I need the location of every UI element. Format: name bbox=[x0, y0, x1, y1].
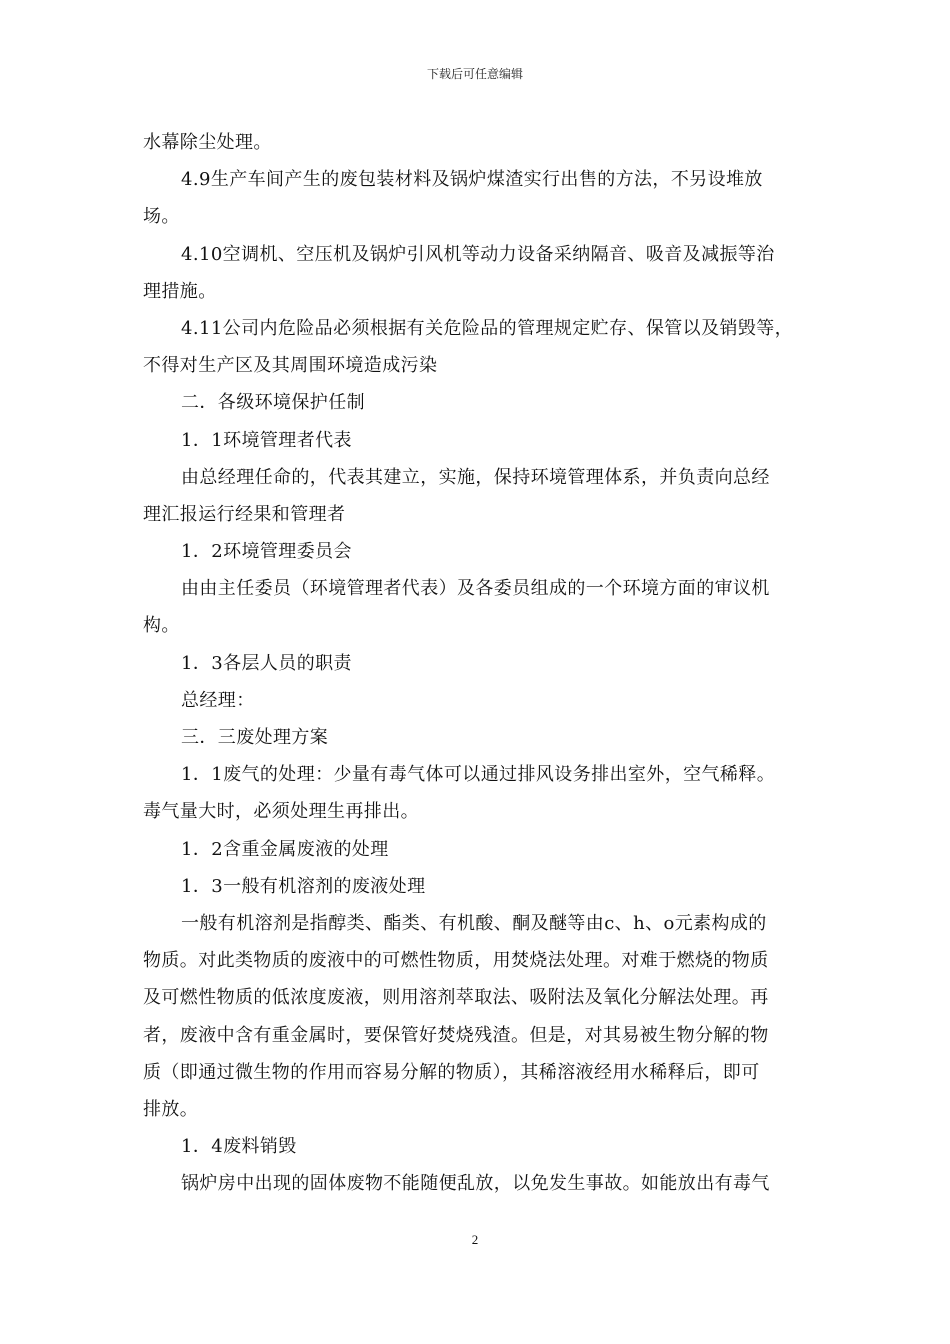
text-line: 不得对生产区及其周围环境造成污染 bbox=[143, 355, 438, 377]
text-line: 一般有机溶剂是指醇类、酯类、有机酸、酮及醚等由c、h、o元素构成的 bbox=[181, 912, 767, 934]
text-line: 二．各级环境保护任制 bbox=[181, 392, 365, 414]
text-line: 由总经理任命的，代表其建立，实施，保持环境管理体系，并负责向总经 bbox=[181, 466, 770, 488]
text-line: 1．3一般有机溶剂的废液处理 bbox=[181, 875, 426, 897]
text-line: 理汇报运行经果和管理者 bbox=[143, 503, 346, 525]
text-line: 物质。对此类物质的废液中的可燃性物质，用焚烧法处理。对难于燃烧的物质 bbox=[143, 950, 769, 972]
page-number: 2 bbox=[471, 1232, 479, 1247]
text-line: 4.10空调机、空压机及锅炉引风机等动力设备采纳隔音、吸音及减振等治 bbox=[181, 243, 775, 265]
text-line: 1．2环境管理委员会 bbox=[181, 541, 352, 563]
text-line: 由由主任委员（环境管理者代表）及各委员组成的一个环境方面的审议机 bbox=[181, 578, 770, 600]
text-line: 三．三废处理方案 bbox=[181, 727, 329, 748]
text-line: 排放。 bbox=[143, 1098, 199, 1120]
text-line: 理措施。 bbox=[143, 280, 217, 302]
text-line: 总经理： bbox=[181, 689, 255, 711]
text-line: 4.11公司内危险品必须根据有关危险品的管理规定贮存、保管以及销毁等， bbox=[181, 317, 794, 339]
text-line: 场。 bbox=[143, 206, 180, 228]
text-line: 1．4废料销毁 bbox=[181, 1136, 297, 1158]
text-line: 1．3各层人员的职责 bbox=[181, 652, 352, 674]
text-line: 水幕除尘处理。 bbox=[143, 132, 272, 153]
text-line: 质（即通过微生物的作用而容易分解的物质），其稀溶液经用水稀释后，即可 bbox=[143, 1061, 760, 1083]
text-line: 锅炉房中出现的固体废物不能随便乱放，以免发生事故。如能放出有毒气 bbox=[181, 1173, 770, 1195]
page-header: 下载后可任意编辑 bbox=[426, 67, 523, 81]
text-line: 1．1环境管理者代表 bbox=[181, 429, 352, 451]
document-body bbox=[143, 124, 811, 1202]
text-line: 毒气量大时，必须处理生再排出。 bbox=[143, 801, 419, 823]
text-line: 4.9生产车间产生的废包装材料及锅炉煤渣实行出售的方法，不另设堆放 bbox=[181, 169, 763, 191]
text-line: 者，废液中含有重金属时，要保管好焚烧残渣。但是，对其易被生物分解的物 bbox=[143, 1024, 769, 1046]
text-line: 构。 bbox=[143, 615, 180, 637]
text-line: 及可燃性物质的低浓度废液，则用溶剂萃取法、吸附法及氧化分解法处理。再 bbox=[143, 987, 769, 1009]
text-line: 1．2含重金属废液的处理 bbox=[181, 838, 389, 860]
text-line: 1．1废气的处理：少量有毒气体可以通过排风设务排出室外，空气稀释。 bbox=[181, 764, 776, 786]
